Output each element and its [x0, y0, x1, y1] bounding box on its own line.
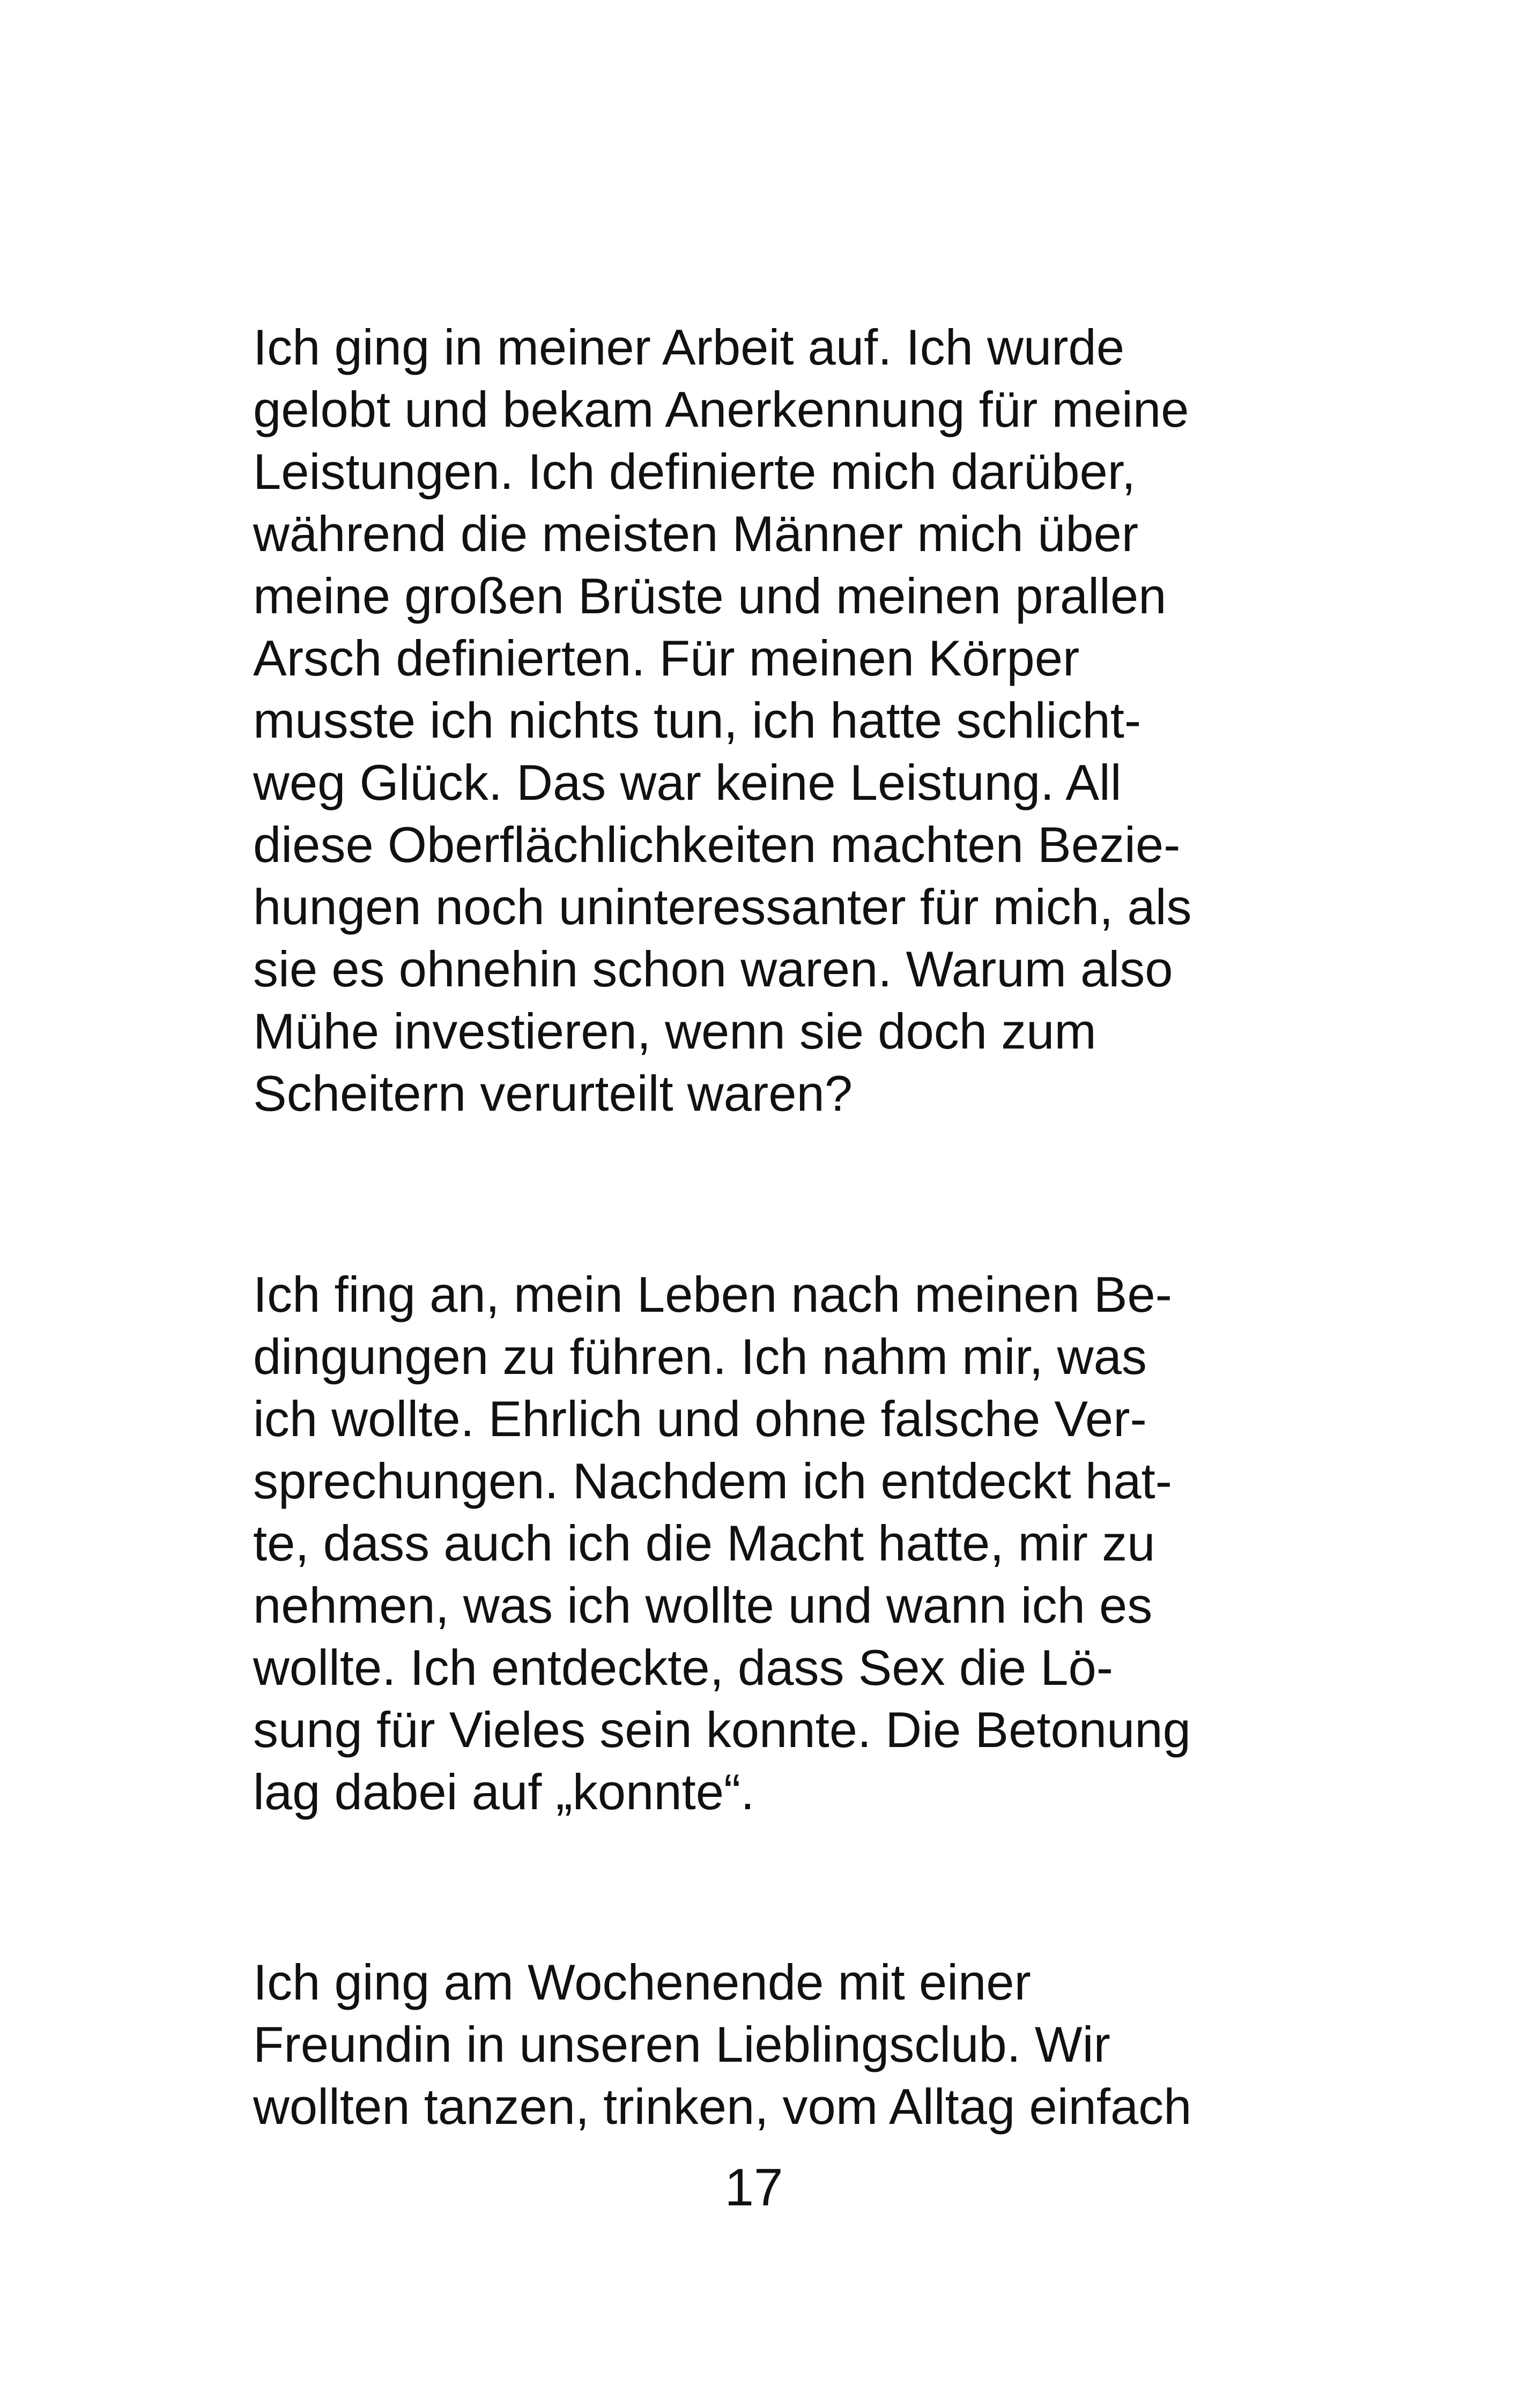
- text-line: Ich ging am Wochenende mit einer: [253, 1954, 1031, 2010]
- text-line: dingungen zu führen. Ich nahm mir, was: [253, 1328, 1147, 1385]
- paragraph-3: [253, 1951, 1272, 2138]
- text-line: sprechungen. Nachdem ich entdeckt hat-: [253, 1453, 1172, 1509]
- text-line: ich wollte. Ehrlich und ohne falsche Ver-: [253, 1391, 1147, 1447]
- text-line: hungen noch uninteressanter für mich, als: [253, 879, 1192, 935]
- paragraph-1: [253, 316, 1272, 1125]
- text-line: weg Glück. Das war keine Leistung. All: [253, 754, 1122, 811]
- text-line: gelobt und bekam Anerkennung für meine: [253, 381, 1189, 437]
- text-line: musste ich nichts tun, ich hatte schlicht-: [253, 692, 1142, 748]
- text-line: meine großen Brüste und meinen prallen: [253, 568, 1167, 624]
- page-number: 17: [724, 2158, 783, 2217]
- paragraph-2: [253, 1264, 1272, 1823]
- text-line: te, dass auch ich die Macht hatte, mir zu: [253, 1515, 1155, 1571]
- text-line: Ich ging in meiner Arbeit auf. Ich wurde: [253, 319, 1124, 375]
- text-line: Scheitern verurteilt waren?: [253, 1065, 853, 1121]
- text-line: Mühe investieren, wenn sie doch zum: [253, 1003, 1096, 1059]
- text-line: Arsch definierten. Für meinen Körper: [253, 630, 1080, 686]
- text-line: wollte. Ich entdeckte, dass Sex die Lö-: [253, 1639, 1114, 1696]
- text-line: sung für Vieles sein konnte. Die Betonung: [253, 1701, 1191, 1758]
- text-line: sie es ohnehin schon waren. Warum also: [253, 941, 1173, 997]
- text-line: wollten tanzen, trinken, vom Alltag einfach: [253, 2078, 1192, 2135]
- text-line: Ich fing an, mein Leben nach meinen Be-: [253, 1266, 1172, 1322]
- text-line: lag dabei auf „konnte“.: [253, 1764, 755, 1820]
- text-line: während die meisten Männer mich über: [253, 506, 1139, 562]
- text-line: nehmen, was ich wollte und wann ich es: [253, 1577, 1153, 1633]
- text-line: diese Oberflächlichkeiten machten Bezie-: [253, 816, 1181, 873]
- text-line: Leistungen. Ich definierte mich darüber,: [253, 443, 1136, 500]
- text-line: Freundin in unseren Lieblingsclub. Wir: [253, 2016, 1110, 2072]
